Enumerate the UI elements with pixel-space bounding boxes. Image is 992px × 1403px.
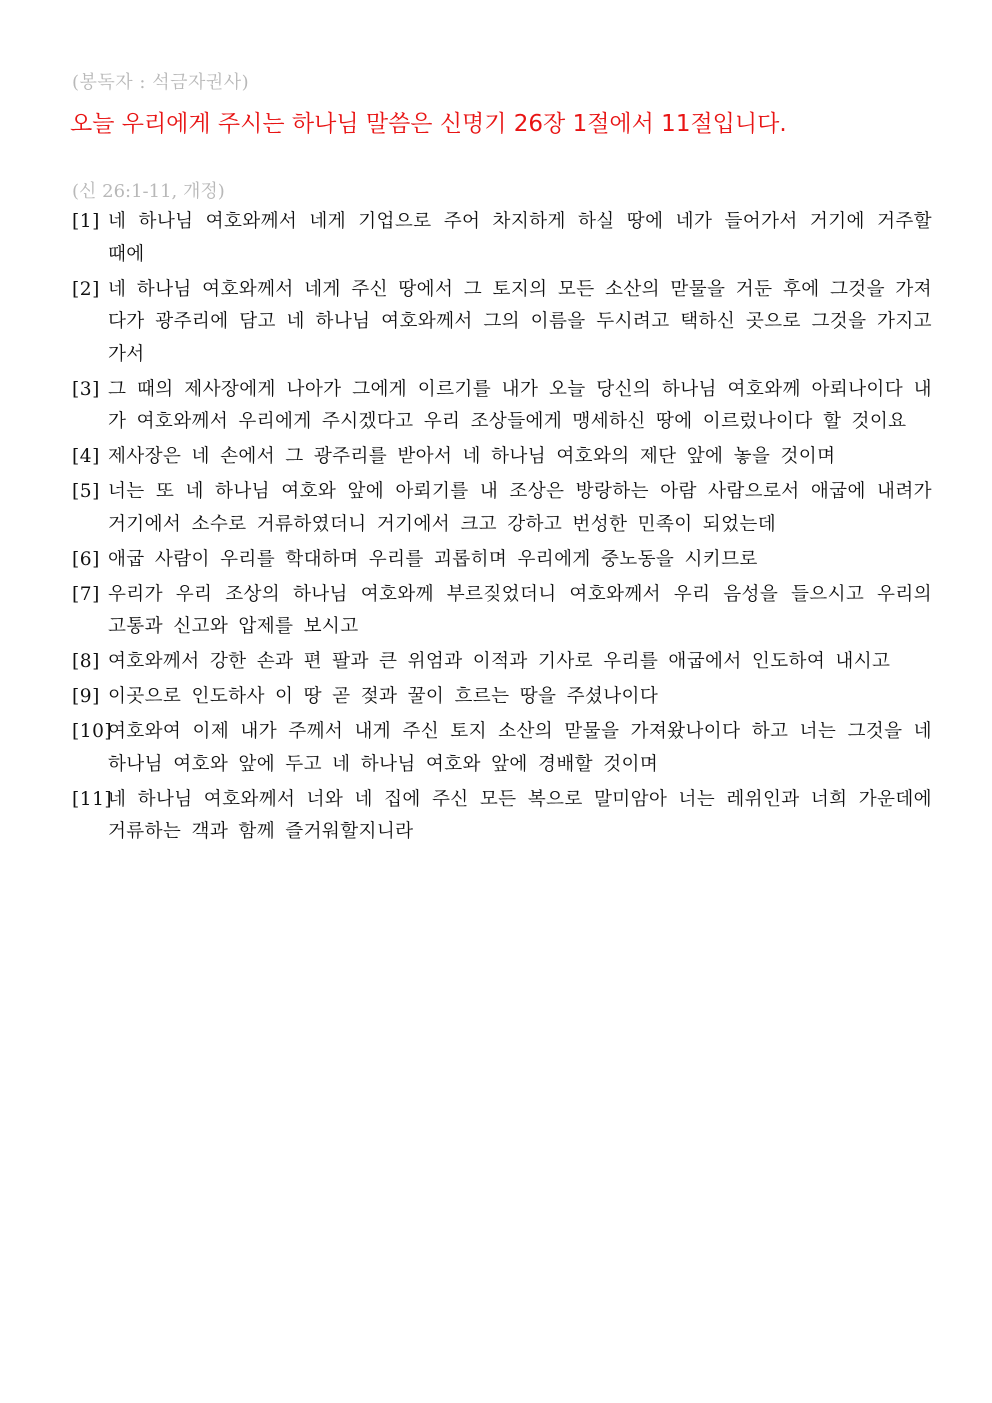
verse-number: [5] — [72, 481, 100, 502]
verse-text: 제사장은 네 손에서 그 광주리를 받아서 네 하나님 여호와의 제단 앞에 놓을 것이며 — [108, 446, 836, 467]
verse-text: 네 하나님 여호와께서 너와 네 집에 주신 모든 복으로 말미암아 너는 레위인과 너희 가운데에 거류하는 객과 함께 즐거워할지니라 — [108, 788, 932, 842]
verse-8 — [72, 646, 932, 679]
verse-text: 그 때의 제사장에게 나아가 그에게 이르기를 내가 오늘 당신의 하나님 여호와께 아뢰나이다 내가 여호와께서 우리에게 주시겠다고 우리 조상들에게 맹세하신 땅에 이르렀나이다 할 것이요 — [108, 378, 932, 432]
verse-number: [10] — [72, 721, 113, 742]
verse-10 — [72, 716, 932, 781]
verse-number: [3] — [72, 378, 100, 400]
verse-number: [9] — [72, 686, 100, 707]
verse-text: 네 하나님 여호와께서 네게 기업으로 주어 차지하게 하실 땅에 네가 들어가서 거기에 거주할 때에 — [108, 211, 932, 265]
verse-number: [1] — [72, 211, 100, 232]
verse-3 — [72, 374, 932, 439]
verse-number: [7] — [72, 583, 100, 605]
verse-text: 애굽 사람이 우리를 학대하며 우리를 괴롭히며 우리에게 중노동을 시키므로 — [108, 548, 758, 570]
verse-1 — [72, 206, 932, 271]
scripture-announcement: 오늘 우리에게 주시는 하나님 말씀은 신명기 26장 1절에서 11절입니다. — [70, 111, 787, 137]
verse-number: [2] — [72, 278, 100, 300]
scripture-reference: (신 26:1-11, 개정) — [72, 181, 225, 202]
verse-5 — [72, 476, 932, 541]
verse-6 — [72, 544, 932, 577]
verse-9 — [72, 681, 932, 714]
verse-text: 여호와께서 강한 손과 편 팔과 큰 위엄과 이적과 기사로 우리를 애굽에서 인도하여 내시고 — [108, 651, 891, 672]
verse-7 — [72, 579, 932, 644]
verse-text: 이곳으로 인도하사 이 땅 곧 젖과 꿀이 흐르는 땅을 주셨나이다 — [108, 686, 659, 707]
verse-text: 네 하나님 여호와께서 네게 주신 땅에서 그 토지의 모든 소산의 맏물을 거둔 후에 그것을 가져다가 광주리에 담고 네 하나님 여호와께서 그의 이름을 두시려고 택하신 곳으로 그것을 가지고 가서 — [108, 278, 932, 365]
verse-4 — [72, 441, 932, 474]
verse-text: 우리가 우리 조상의 하나님 여호와께 부르짖었더니 여호와께서 우리 음성을 들으시고 우리의 고통과 신고와 압제를 보시고 — [108, 583, 932, 637]
verse-number: [11] — [72, 788, 113, 810]
verse-2 — [72, 274, 932, 372]
verse-11 — [72, 784, 932, 849]
verse-number: [6] — [72, 548, 100, 570]
verse-list — [72, 206, 932, 851]
verse-number: [8] — [72, 651, 100, 672]
reader-note: (봉독자 : 석금자권사) — [72, 72, 250, 93]
verse-text: 너는 또 네 하나님 여호와 앞에 아뢰기를 내 조상은 방랑하는 아람 사람으로서 애굽에 내려가 거기에서 소수로 거류하였더니 거기에서 크고 강하고 번성한 민족이 되었는데 — [108, 481, 932, 535]
verse-number: [4] — [72, 446, 100, 467]
verse-text: 여호와여 이제 내가 주께서 내게 주신 토지 소산의 맏물을 가져왔나이다 하고 너는 그것을 네 하나님 여호와 앞에 두고 네 하나님 여호와 앞에 경배할 것이며 — [108, 721, 932, 775]
